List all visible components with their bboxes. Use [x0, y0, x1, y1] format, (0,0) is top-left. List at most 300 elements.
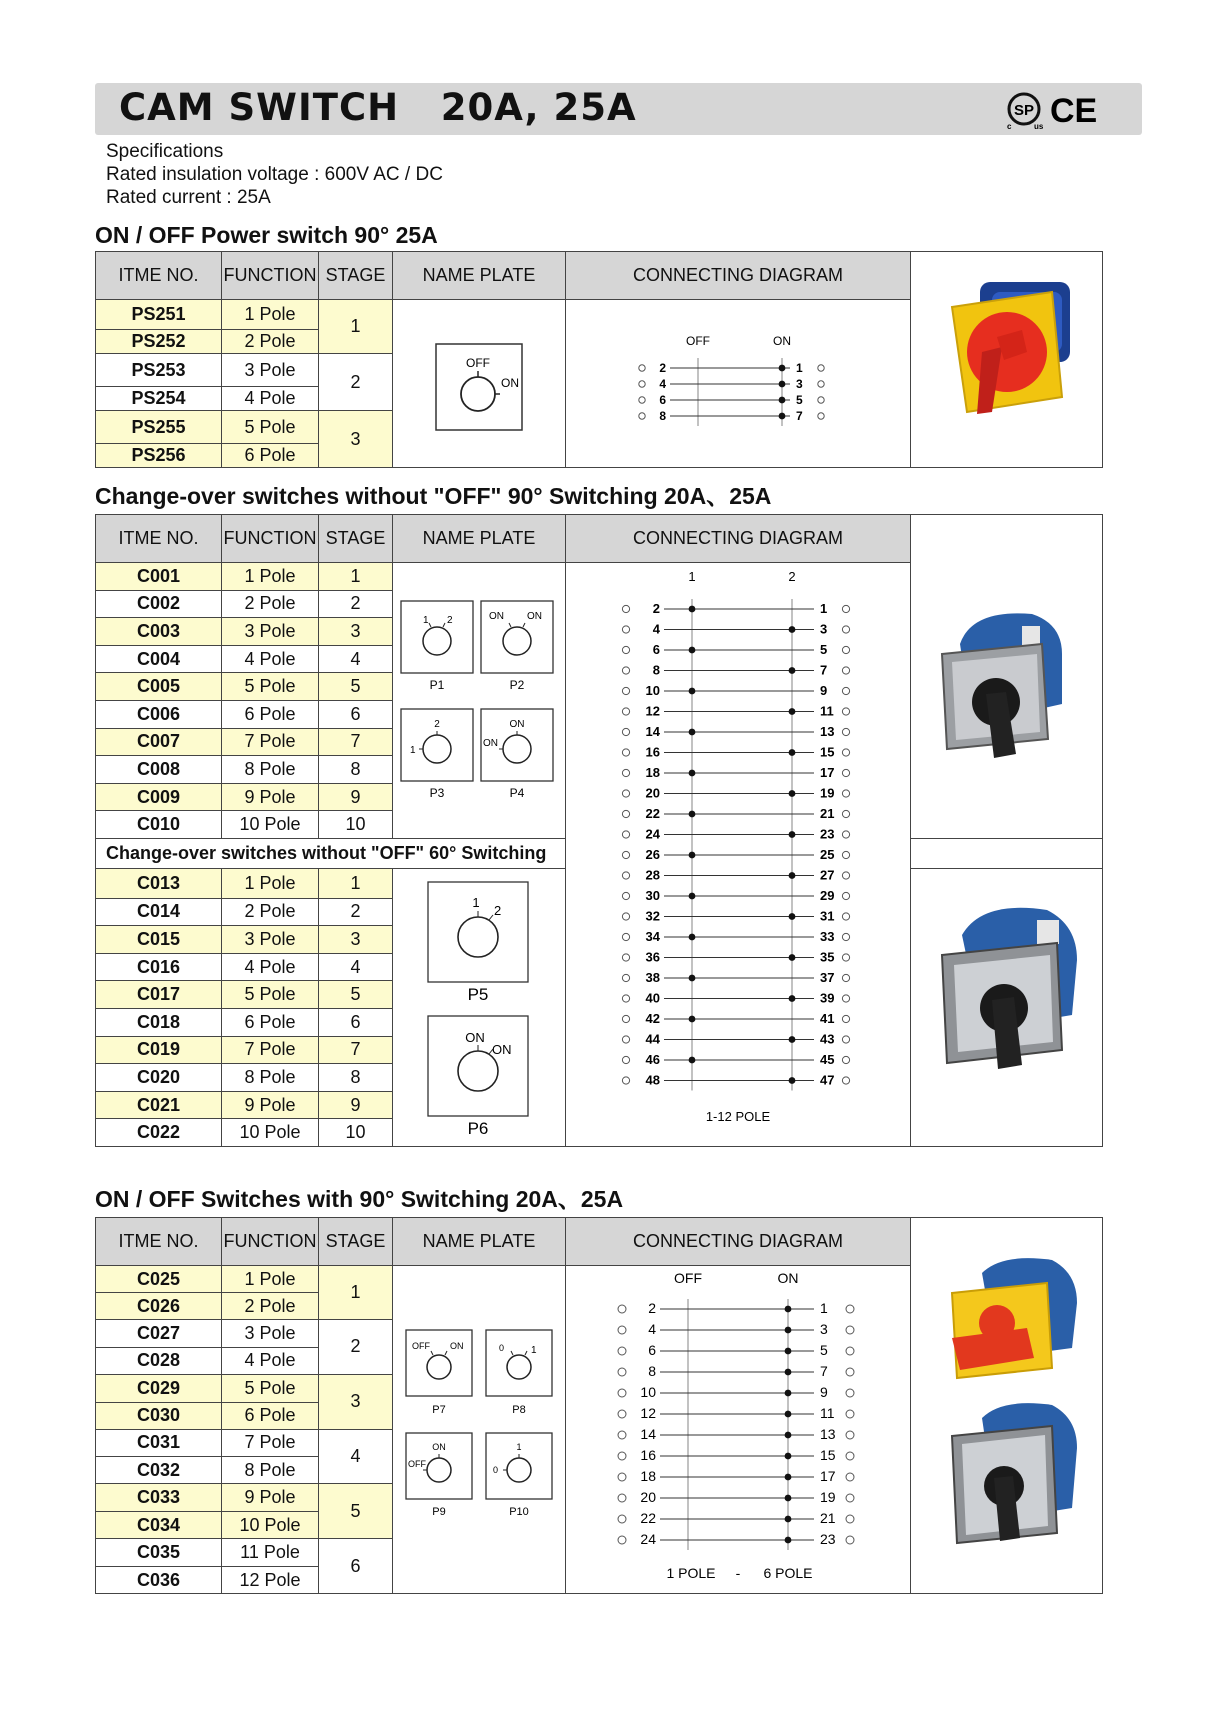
- contact-dot: [785, 1474, 792, 1481]
- contact-dot: [785, 1327, 792, 1334]
- col-stage-header: STAGE: [319, 515, 393, 563]
- table-row-function: 3 Pole: [222, 618, 319, 646]
- contact-dot: [779, 381, 786, 388]
- table-row-function: 2 Pole: [222, 590, 319, 618]
- contact-dot: [789, 995, 796, 1002]
- gray-black-switch-image: [952, 1403, 1077, 1543]
- terminal-label: 45: [820, 1052, 835, 1067]
- terminal-label: 34: [645, 929, 661, 944]
- ce-icon: CE: [1050, 92, 1098, 130]
- terminal-label: 48: [645, 1072, 661, 1088]
- diagram-col-label: OFF: [674, 1270, 702, 1286]
- table-row-stage: 3: [319, 618, 393, 646]
- photo-divider-cell: [911, 839, 1103, 869]
- terminal-circle: [818, 381, 824, 387]
- product-photo-c025: [911, 1218, 1103, 1594]
- table-row-stage: 10: [319, 811, 393, 839]
- terminal-circle: [622, 769, 629, 776]
- terminal-label: 10: [640, 1384, 656, 1400]
- plate-p2: [481, 601, 553, 692]
- terminal-circle: [842, 687, 849, 694]
- table-row-item: PS253: [96, 354, 222, 387]
- terminal-label: 31: [820, 908, 835, 924]
- terminal-label: 19: [820, 1489, 836, 1505]
- terminal-circle: [842, 667, 849, 674]
- plate-p2-b: ON: [527, 611, 542, 622]
- plate-p4-name: P4: [509, 786, 525, 800]
- terminal-circle: [818, 413, 824, 419]
- plate-p6-a: ON: [465, 1030, 485, 1045]
- terminal-label: 14: [645, 724, 661, 739]
- table-row-item: C031: [96, 1429, 222, 1457]
- col-nameplate-header: NAME PLATE: [393, 1218, 566, 1266]
- table-row-stage: 1: [319, 869, 393, 899]
- table-row-function: 10 Pole: [222, 811, 319, 839]
- terminal-label: 36: [645, 949, 661, 965]
- contact-dot: [779, 397, 786, 404]
- table-row-function: 6 Pole: [222, 700, 319, 728]
- terminal-label: 21: [820, 1510, 836, 1526]
- connecting-diagram-cell: [566, 1266, 911, 1594]
- contact-dot: [785, 1306, 792, 1313]
- terminal-label: 5: [820, 642, 828, 657]
- plate-p3: [401, 709, 473, 800]
- terminal-label: 18: [645, 765, 661, 780]
- terminal-circle: [622, 872, 629, 879]
- terminal-circle: [842, 831, 849, 838]
- table-row-function: 1 Pole: [222, 869, 319, 899]
- terminal-circle: [842, 728, 849, 735]
- contact-dot: [689, 975, 696, 982]
- contact-dot: [689, 688, 696, 695]
- terminal-circle: [846, 1347, 854, 1355]
- terminal-label: 7: [796, 409, 803, 423]
- contact-dot: [785, 1432, 792, 1439]
- terminal-label: 15: [820, 744, 835, 760]
- terminal-label: 38: [645, 970, 661, 985]
- plate-p6-name: P6: [467, 1119, 489, 1138]
- contact-dot: [789, 872, 796, 879]
- contact-dot: [789, 1077, 796, 1084]
- terminal-circle: [622, 790, 629, 797]
- plate-p9: [406, 1433, 472, 1518]
- terminal-label: 6: [648, 1342, 656, 1358]
- page-title: CAM SWITCH 20A, 25A: [119, 86, 637, 129]
- terminal-circle: [842, 892, 849, 899]
- terminal-label: 6: [652, 642, 661, 657]
- terminal-circle: [842, 708, 849, 715]
- terminal-label: 35: [820, 949, 835, 965]
- plate-p10: [486, 1433, 552, 1518]
- terminal-circle: [622, 913, 629, 920]
- stage-cell: 1: [319, 300, 393, 354]
- table-row-item: C016: [96, 953, 222, 981]
- terminal-label: 40: [645, 990, 661, 1006]
- contact-dot: [785, 1516, 792, 1523]
- col-diagram-header: CONNECTING DIAGRAM: [566, 515, 911, 563]
- table-row-item: C003: [96, 618, 222, 646]
- terminal-circle: [618, 1473, 626, 1481]
- terminal-label: 43: [820, 1031, 835, 1047]
- plate-p6-b: ON: [492, 1042, 512, 1057]
- plate-p6: [428, 1016, 528, 1138]
- terminal-label: 17: [820, 1468, 836, 1484]
- terminal-label: 15: [820, 1447, 836, 1463]
- table-row-stage: 6: [319, 1008, 393, 1036]
- contact-dot: [779, 413, 786, 420]
- table-row-item: C018: [96, 1008, 222, 1036]
- plate-p5-a: 1: [472, 895, 480, 910]
- terminal-label: 20: [640, 1489, 656, 1505]
- terminal-label: 21: [820, 806, 835, 821]
- terminal-circle: [622, 995, 629, 1002]
- plate-p7: [406, 1330, 472, 1416]
- terminal-circle: [618, 1410, 626, 1418]
- table-row-stage: 6: [319, 700, 393, 728]
- table-row-function: 7 Pole: [222, 1036, 319, 1064]
- connecting-diagram-cell: [566, 300, 911, 468]
- terminal-circle: [846, 1368, 854, 1376]
- terminal-label: 1: [820, 601, 828, 616]
- table-row-function: 7 Pole: [222, 1429, 319, 1457]
- plate-p4-a: ON: [509, 719, 525, 730]
- specifications: [106, 140, 443, 209]
- stage-cell: 2: [319, 354, 393, 411]
- nameplates-p1-p4: [393, 563, 565, 833]
- table-row-item: C029: [96, 1374, 222, 1402]
- terminal-circle: [618, 1536, 626, 1544]
- terminal-label: 7: [820, 1363, 828, 1379]
- table-row-function: 4 Pole: [222, 1347, 319, 1374]
- diagram-footer: 1-12 POLE: [705, 1109, 771, 1124]
- terminal-circle: [618, 1347, 626, 1355]
- specs-current: Rated current : 25A: [106, 187, 271, 208]
- terminal-circle: [842, 995, 849, 1002]
- terminal-circle: [622, 954, 629, 961]
- plate-p3-b: 1: [410, 745, 416, 756]
- terminal-circle: [842, 810, 849, 817]
- contact-dot: [689, 1016, 696, 1023]
- product-photo-c001: [911, 515, 1103, 839]
- table-row-item: C009: [96, 783, 222, 811]
- terminal-label: 4: [652, 621, 661, 637]
- contact-dot: [789, 708, 796, 715]
- contact-dot: [785, 1453, 792, 1460]
- table-row-function: 9 Pole: [222, 783, 319, 811]
- nameplates-p5-p6: [393, 870, 565, 1140]
- contact-dot: [689, 1057, 696, 1064]
- table-row-item: C017: [96, 981, 222, 1009]
- table-row-function: 5 Pole: [222, 1374, 319, 1402]
- plate-p7-name: P7: [432, 1404, 446, 1416]
- terminal-circle: [842, 1036, 849, 1043]
- terminal-label: 13: [820, 1426, 836, 1442]
- terminal-circle: [622, 933, 629, 940]
- terminal-circle: [842, 933, 849, 940]
- nameplates-p7-p10: [393, 1267, 565, 1587]
- terminal-label: 23: [820, 826, 835, 842]
- terminal-circle: [622, 1077, 629, 1084]
- terminal-label: 29: [820, 888, 835, 903]
- plate-p5-b: 2: [494, 903, 502, 918]
- terminal-label: 44: [645, 1031, 661, 1047]
- terminal-circle: [818, 365, 824, 371]
- terminal-circle: [842, 1015, 849, 1022]
- terminal-circle: [842, 974, 849, 981]
- terminal-circle: [846, 1410, 854, 1418]
- table-row-item: C004: [96, 645, 222, 673]
- terminal-label: 26: [645, 847, 661, 862]
- table-row-stage: 7: [319, 728, 393, 756]
- table-row-function: 6 Pole: [222, 444, 319, 468]
- plate-on-label: ON: [501, 376, 519, 390]
- terminal-circle: [842, 851, 849, 858]
- terminal-label: 4: [648, 1321, 656, 1337]
- terminal-label: 7: [820, 662, 828, 678]
- plate-p3-a: 2: [434, 719, 440, 730]
- table-row-function: 12 Pole: [222, 1567, 319, 1594]
- contact-dot: [789, 626, 796, 633]
- table-row-item: C034: [96, 1512, 222, 1539]
- plate-p3-name: P3: [429, 786, 445, 800]
- terminal-circle: [622, 646, 629, 653]
- terminal-circle: [618, 1515, 626, 1523]
- terminal-circle: [622, 749, 629, 756]
- terminal-circle: [622, 708, 629, 715]
- connecting-diagram-section3: [566, 1266, 910, 1588]
- table-row-item: C006: [96, 700, 222, 728]
- terminal-circle: [842, 872, 849, 879]
- title-banner: [95, 83, 1142, 135]
- terminal-circle: [618, 1368, 626, 1376]
- contact-dot: [689, 811, 696, 818]
- terminal-label: 3: [820, 621, 828, 637]
- table-row-item: C019: [96, 1036, 222, 1064]
- terminal-circle: [842, 626, 849, 633]
- table-row-function: 7 Pole: [222, 728, 319, 756]
- terminal-circle: [618, 1431, 626, 1439]
- diagram-footer-right: 6 POLE: [763, 1565, 813, 1581]
- terminal-label: 23: [820, 1531, 836, 1547]
- terminal-circle: [622, 1056, 629, 1063]
- table-row-function: 2 Pole: [222, 1293, 319, 1320]
- diagram-col-label: 2: [788, 569, 796, 584]
- terminal-circle: [622, 626, 629, 633]
- stage-cell: 5: [319, 1484, 393, 1539]
- terminal-label: 27: [820, 867, 835, 883]
- plate-p10-a: 1: [516, 1442, 522, 1452]
- terminal-label: 46: [645, 1052, 661, 1067]
- terminal-label: 24: [640, 1531, 656, 1547]
- diagram-col-label: 1: [688, 569, 696, 584]
- table-row-item: PS252: [96, 330, 222, 354]
- section2-title: Change-over switches without "OFF" 90° Switching 20A、25A: [95, 483, 772, 509]
- table-row-item: C028: [96, 1347, 222, 1374]
- terminal-circle: [622, 810, 629, 817]
- terminal-label: 22: [640, 1510, 656, 1526]
- terminal-label: 5: [820, 1342, 828, 1358]
- table-row-stage: 9: [319, 1091, 393, 1119]
- terminal-label: 9: [820, 1384, 828, 1400]
- table-row-stage: 5: [319, 673, 393, 701]
- subheading-60-switching: Change-over switches without "OFF" 60° Switching: [96, 839, 566, 869]
- terminal-label: 12: [645, 703, 661, 719]
- table-row-function: 1 Pole: [222, 300, 319, 330]
- plate-p7-a: OFF: [412, 1341, 430, 1351]
- terminal-circle: [842, 749, 849, 756]
- terminal-label: 39: [820, 990, 835, 1006]
- stage-cell: 3: [319, 411, 393, 468]
- table-row-item: C013: [96, 869, 222, 899]
- table-row-function: 4 Pole: [222, 953, 319, 981]
- table-row-item: C008: [96, 756, 222, 784]
- terminal-circle: [622, 851, 629, 858]
- table-row-stage: 1: [319, 563, 393, 591]
- table-row-function: 8 Pole: [222, 756, 319, 784]
- section3-title: ON / OFF Switches with 90° Switching 20A、25A: [95, 1186, 624, 1212]
- table-row-stage: 3: [319, 926, 393, 954]
- table-row-item: C001: [96, 563, 222, 591]
- product-photo-ps-yellow-red: [911, 252, 1103, 468]
- table-row-item: C033: [96, 1484, 222, 1512]
- table-row-function: 1 Pole: [222, 563, 319, 591]
- col-item-header: ITME NO.: [96, 515, 222, 563]
- table-row-function: 9 Pole: [222, 1484, 319, 1512]
- terminal-label: 12: [640, 1405, 656, 1421]
- contact-dot: [689, 729, 696, 736]
- specs-heading: Specifications: [106, 141, 224, 162]
- section3-table: [95, 1217, 1103, 1594]
- table-row-function: 4 Pole: [222, 387, 319, 411]
- terminal-label: 11: [820, 1405, 835, 1421]
- yellow-red-switch-image: [912, 252, 1102, 462]
- plate-p9-a: ON: [432, 1442, 446, 1452]
- col-stage-header: STAGE: [319, 1218, 393, 1266]
- terminal-circle: [618, 1494, 626, 1502]
- table-row-item: C022: [96, 1119, 222, 1147]
- table-row-function: 4 Pole: [222, 645, 319, 673]
- table-row-function: 5 Pole: [222, 673, 319, 701]
- contact-dot: [689, 770, 696, 777]
- table-row-item: C005: [96, 673, 222, 701]
- terminal-label: 3: [796, 377, 803, 391]
- table-row-item: C027: [96, 1320, 222, 1348]
- col-function-header: FUNCTION: [222, 1218, 319, 1266]
- table-row-item: C025: [96, 1266, 222, 1293]
- diagram-col-label: ON: [773, 334, 791, 348]
- terminal-label: 2: [652, 601, 661, 616]
- col-diagram-header: CONNECTING DIAGRAM: [566, 1218, 911, 1266]
- csa-icon: [1007, 94, 1044, 131]
- terminal-circle: [846, 1431, 854, 1439]
- table-row-item: C014: [96, 898, 222, 926]
- table-row-item: C036: [96, 1567, 222, 1594]
- table-row-item: C021: [96, 1091, 222, 1119]
- terminal-label: 5: [796, 393, 803, 407]
- table-row-item: C026: [96, 1293, 222, 1320]
- terminal-circle: [842, 954, 849, 961]
- terminal-circle: [622, 687, 629, 694]
- csa-letters: SP: [1013, 102, 1035, 119]
- contact-dot: [689, 647, 696, 654]
- table-row-stage: 4: [319, 645, 393, 673]
- contact-dot: [689, 893, 696, 900]
- col-diagram-header: CONNECTING DIAGRAM: [566, 252, 911, 300]
- plate-p2-name: P2: [509, 678, 525, 692]
- terminal-circle: [842, 646, 849, 653]
- contact-dot: [785, 1411, 792, 1418]
- table-row-stage: 5: [319, 981, 393, 1009]
- table-row-stage: 8: [319, 756, 393, 784]
- col-function-header: FUNCTION: [222, 515, 319, 563]
- terminal-circle: [622, 831, 629, 838]
- table-row-stage: 9: [319, 783, 393, 811]
- plate-p1: [401, 601, 473, 692]
- terminal-circle: [618, 1326, 626, 1334]
- plate-p8: [486, 1330, 552, 1416]
- contact-dot: [689, 606, 696, 613]
- csa-c: c: [1007, 122, 1012, 131]
- contact-dot: [785, 1537, 792, 1544]
- terminal-label: 28: [645, 867, 661, 883]
- plate-p4-b: ON: [483, 738, 498, 749]
- connecting-diagram-section1: [566, 309, 910, 453]
- specs-voltage: Rated insulation voltage : 600V AC / DC: [106, 164, 443, 185]
- table-row-function: 6 Pole: [222, 1008, 319, 1036]
- terminal-label: 41: [820, 1011, 835, 1026]
- terminal-circle: [846, 1494, 854, 1502]
- table-row-function: 6 Pole: [222, 1402, 319, 1429]
- terminal-label: 11: [820, 703, 834, 719]
- terminal-label: 32: [645, 908, 661, 924]
- terminal-label: 42: [645, 1011, 661, 1026]
- terminal-label: 25: [820, 847, 835, 862]
- table-row-item: PS255: [96, 411, 222, 444]
- terminal-circle: [618, 1452, 626, 1460]
- terminal-circle: [846, 1473, 854, 1481]
- contact-dot: [689, 934, 696, 941]
- nameplate-cell: [393, 869, 566, 1147]
- certification-marks: [1004, 89, 1104, 133]
- plate-p5-name: P5: [467, 985, 489, 1004]
- col-item-header: ITME NO.: [96, 252, 222, 300]
- table-row-function: 3 Pole: [222, 1320, 319, 1348]
- terminal-label: 8: [659, 409, 666, 423]
- terminal-circle: [639, 413, 645, 419]
- table-row-item: C032: [96, 1457, 222, 1484]
- terminal-label: 22: [645, 806, 661, 821]
- plate-p4: [481, 709, 553, 800]
- terminal-circle: [622, 1036, 629, 1043]
- terminal-circle: [639, 397, 645, 403]
- yellow-red-switch-image: [952, 1258, 1077, 1378]
- contact-dot: [785, 1369, 792, 1376]
- terminal-circle: [639, 365, 645, 371]
- terminal-circle: [622, 892, 629, 899]
- plate-p9-b: OFF: [408, 1459, 426, 1469]
- terminal-label: 2: [648, 1300, 656, 1316]
- connecting-diagram-section2: [566, 563, 910, 1141]
- section2-table: [95, 514, 1103, 1147]
- contact-dot: [785, 1390, 792, 1397]
- man-auto-switch-image: [912, 875, 1102, 1135]
- contact-dot: [789, 831, 796, 838]
- contact-dot: [789, 790, 796, 797]
- stage-cell: 4: [319, 1429, 393, 1484]
- terminal-circle: [846, 1389, 854, 1397]
- terminal-label: 47: [820, 1072, 835, 1088]
- col-stage-header: STAGE: [319, 252, 393, 300]
